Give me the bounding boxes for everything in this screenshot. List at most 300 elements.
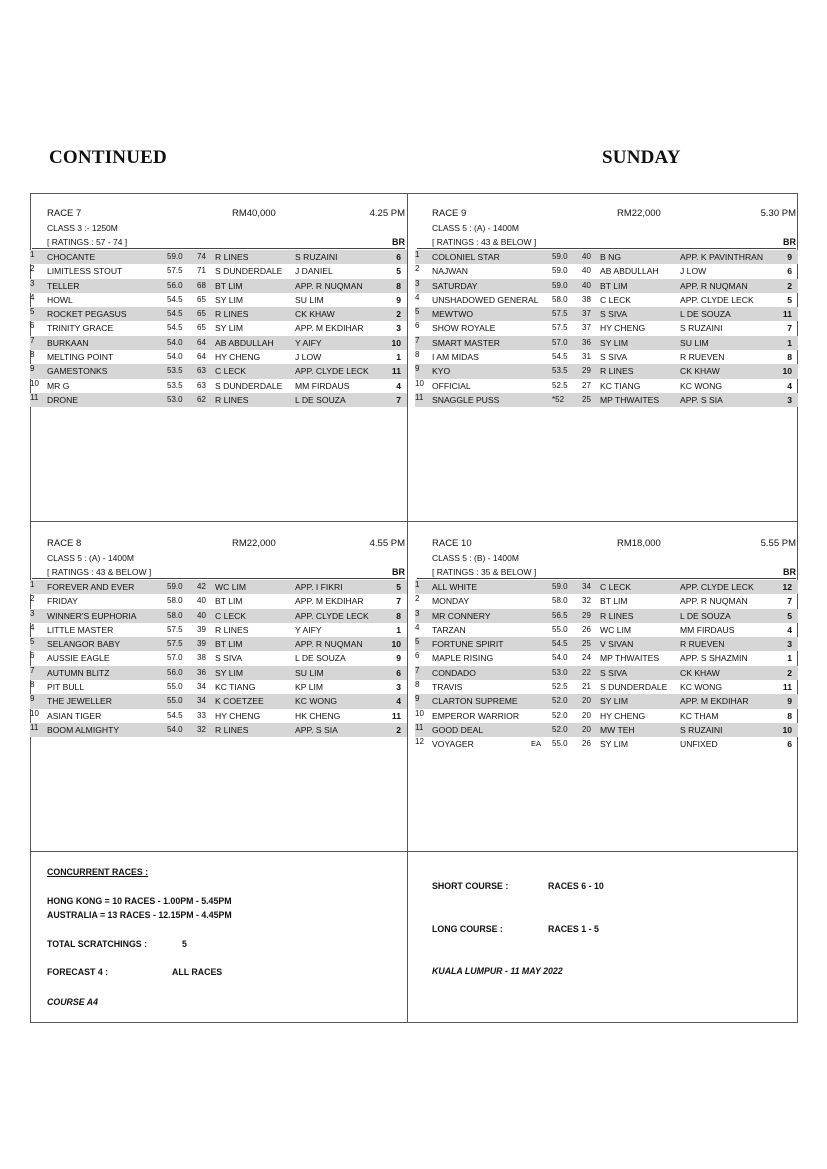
trainer: BT LIM bbox=[215, 596, 243, 607]
rating: 38 bbox=[197, 653, 206, 663]
handicap-weight: 59.0 bbox=[552, 582, 568, 591]
runner-number: 9 bbox=[415, 694, 420, 704]
handicap-weight: 54.0 bbox=[552, 653, 568, 663]
handicap-weight: 54.0 bbox=[167, 337, 183, 347]
trainer: S SIVA bbox=[600, 667, 628, 678]
jockey: Y AIFY bbox=[295, 337, 322, 348]
rating: 71 bbox=[197, 266, 206, 276]
horse-name: TARZAN bbox=[432, 624, 466, 635]
rating: 29 bbox=[582, 610, 591, 620]
trainer: R LINES bbox=[600, 366, 634, 377]
race-prize: RM22,000 bbox=[232, 538, 276, 549]
trainer: S SIVA bbox=[600, 309, 628, 320]
rating: 32 bbox=[582, 596, 591, 606]
trainer: C LECK bbox=[600, 294, 632, 305]
barrier-draw: 7 bbox=[787, 323, 792, 334]
barrier-draw: 5 bbox=[787, 294, 792, 305]
rating: 40 bbox=[582, 266, 591, 276]
jockey: KC WONG bbox=[295, 696, 338, 707]
jockey: APP. S SHAZMIN bbox=[680, 653, 748, 664]
runner-number: 12 bbox=[415, 737, 424, 747]
jockey: SU LIM bbox=[295, 294, 324, 305]
trainer: HY CHENG bbox=[600, 710, 646, 721]
row-divider bbox=[30, 851, 798, 852]
horse-name: MR CONNERY bbox=[432, 610, 491, 621]
runner-row bbox=[415, 293, 798, 307]
handicap-weight: 55.0 bbox=[552, 624, 568, 634]
jockey: R RUEVEN bbox=[680, 352, 725, 363]
barrier-draw: 6 bbox=[396, 252, 401, 262]
rating: 22 bbox=[582, 667, 591, 677]
race-class: CLASS 5 : (A) - 1400M bbox=[47, 553, 134, 563]
trainer: S SIVA bbox=[600, 352, 628, 363]
horse-name: ALL WHITE bbox=[432, 582, 478, 592]
barrier-draw: 5 bbox=[396, 582, 401, 592]
handicap-weight: 54.5 bbox=[167, 323, 183, 333]
handicap-weight: 57.5 bbox=[167, 639, 183, 649]
barrier-draw: 12 bbox=[782, 582, 792, 592]
trainer: R LINES bbox=[215, 252, 249, 262]
trainer: R LINES bbox=[215, 309, 249, 320]
horse-name: CONDADO bbox=[432, 667, 476, 678]
runner-row bbox=[30, 637, 407, 651]
runner-row bbox=[30, 250, 407, 264]
horse-name: GOOD DEAL bbox=[432, 724, 484, 735]
handicap-weight: 59.0 bbox=[167, 252, 183, 261]
horse-name: SHOW ROYALE bbox=[432, 323, 496, 334]
barrier-draw: 5 bbox=[396, 266, 401, 277]
header-underline bbox=[32, 248, 405, 249]
trainer: S DUNDERDALE bbox=[600, 682, 668, 693]
rating: 37 bbox=[582, 323, 591, 333]
barrier-header: BR bbox=[392, 237, 405, 247]
race-number: RACE 9 bbox=[432, 208, 467, 219]
runner-row bbox=[415, 723, 798, 737]
trainer: C LECK bbox=[215, 610, 247, 621]
runner-number: 10 bbox=[415, 378, 424, 388]
barrier-draw: 10 bbox=[391, 337, 401, 348]
race-header bbox=[415, 208, 798, 220]
handicap-weight: 56.5 bbox=[552, 610, 568, 620]
runner-number: 10 bbox=[415, 708, 424, 718]
rating: 26 bbox=[582, 739, 591, 749]
runner-row bbox=[415, 580, 798, 594]
horse-name: FOREVER AND EVER bbox=[47, 582, 135, 592]
runner-number: 5 bbox=[30, 307, 35, 317]
handicap-weight: 56.0 bbox=[167, 280, 183, 290]
runner-number: 9 bbox=[30, 364, 35, 374]
concurrent-races-title: CONCURRENT RACES : bbox=[47, 867, 149, 877]
runner-row bbox=[30, 293, 407, 307]
hong-kong-races: HONG KONG = 10 RACES - 1.00PM - 5.45PM bbox=[47, 896, 232, 906]
runner-number: 6 bbox=[30, 651, 35, 661]
runner-list bbox=[30, 250, 407, 407]
rating: 34 bbox=[197, 696, 206, 706]
rating: 33 bbox=[197, 710, 206, 720]
trainer: R LINES bbox=[215, 394, 249, 405]
horse-name: TRAVIS bbox=[432, 682, 463, 693]
runner-number: 8 bbox=[30, 680, 35, 690]
barrier-draw: 5 bbox=[787, 610, 792, 621]
jockey: L DE SOUZA bbox=[295, 394, 346, 405]
trainer: MW TEH bbox=[600, 724, 635, 735]
barrier-draw: 9 bbox=[396, 653, 401, 664]
runner-row bbox=[30, 336, 407, 350]
barrier-draw: 11 bbox=[782, 309, 792, 320]
runner-row bbox=[30, 680, 407, 694]
jockey: APP. S SIA bbox=[680, 394, 723, 405]
handicap-weight: 52.0 bbox=[552, 710, 568, 720]
runner-number: 8 bbox=[415, 680, 420, 690]
handicap-weight: 54.5 bbox=[552, 639, 568, 649]
trainer: R LINES bbox=[600, 610, 634, 621]
jockey: CK KHAW bbox=[680, 366, 720, 377]
horse-name: LIMITLESS STOUT bbox=[47, 266, 123, 277]
horse-name: BOOM ALMIGHTY bbox=[47, 724, 120, 735]
rating: 62 bbox=[197, 394, 206, 404]
barrier-draw: 6 bbox=[787, 266, 792, 277]
runner-number: 1 bbox=[30, 580, 35, 589]
runner-number: 4 bbox=[415, 622, 420, 632]
heading-continued: CONTINUED bbox=[49, 147, 167, 168]
runner-row bbox=[30, 364, 407, 378]
runner-number: 4 bbox=[30, 292, 35, 302]
jockey: S RUZAINI bbox=[680, 724, 723, 735]
horse-name: CHOCANTE bbox=[47, 252, 96, 262]
barrier-draw: 9 bbox=[787, 252, 792, 262]
jockey: APP. I FIKRI bbox=[295, 582, 343, 592]
trainer: SY LIM bbox=[215, 323, 244, 334]
course-label: COURSE A4 bbox=[47, 997, 98, 1007]
runner-row bbox=[30, 580, 407, 594]
rating: 64 bbox=[197, 337, 206, 347]
rating: 34 bbox=[582, 582, 591, 591]
trainer: V SIVAN bbox=[600, 639, 634, 650]
jockey: APP. R NUQMAN bbox=[295, 639, 363, 650]
runner-row bbox=[30, 709, 407, 723]
runner-number: 2 bbox=[415, 594, 420, 604]
barrier-draw: 7 bbox=[396, 394, 401, 405]
horse-name: BURKAAN bbox=[47, 337, 89, 348]
handicap-weight: 59.0 bbox=[552, 266, 568, 276]
total-scratchings-value: 5 bbox=[182, 939, 187, 949]
horse-name: MONDAY bbox=[432, 596, 470, 607]
trainer: SY LIM bbox=[600, 739, 629, 750]
runner-row bbox=[415, 623, 798, 637]
jockey: J DANIEL bbox=[295, 266, 333, 277]
runner-number: 9 bbox=[415, 364, 420, 374]
handicap-weight: 52.0 bbox=[552, 696, 568, 706]
trainer: MP THWAITES bbox=[600, 653, 660, 664]
barrier-draw: 7 bbox=[787, 596, 792, 607]
runner-number: 1 bbox=[415, 580, 420, 589]
barrier-draw: 11 bbox=[782, 682, 792, 693]
handicap-weight: 53.5 bbox=[167, 366, 183, 376]
horse-name: THE JEWELLER bbox=[47, 696, 112, 707]
handicap-weight: 54.0 bbox=[167, 352, 183, 362]
rating: 32 bbox=[197, 724, 206, 734]
trainer: HY CHENG bbox=[215, 710, 261, 721]
handicap-weight: 58.0 bbox=[552, 596, 568, 606]
short-course-value: RACES 6 - 10 bbox=[548, 881, 604, 891]
jockey: KC THAM bbox=[680, 710, 719, 721]
runner-list bbox=[30, 580, 407, 737]
horse-name: NAJWAN bbox=[432, 266, 468, 277]
handicap-weight: 58.0 bbox=[167, 596, 183, 606]
australia-races: AUSTRALIA = 13 RACES - 12.15PM - 4.45PM bbox=[47, 910, 232, 920]
barrier-draw: 1 bbox=[396, 352, 401, 363]
barrier-draw: 2 bbox=[396, 309, 401, 320]
emergency-acceptor-mark: EA bbox=[531, 739, 542, 749]
trainer: KC TIANG bbox=[215, 682, 256, 693]
race-header bbox=[30, 208, 407, 220]
handicap-weight: 58.0 bbox=[552, 294, 568, 304]
barrier-draw: 8 bbox=[396, 280, 401, 291]
rating: 39 bbox=[197, 639, 206, 649]
runner-number: 3 bbox=[415, 278, 420, 288]
jockey: MM FIRDAUS bbox=[295, 380, 350, 391]
handicap-weight: 57.5 bbox=[167, 266, 183, 276]
handicap-weight: 52.5 bbox=[552, 380, 568, 390]
runner-row bbox=[415, 737, 798, 751]
runner-row bbox=[415, 279, 798, 293]
barrier-draw: 8 bbox=[787, 710, 792, 721]
jockey: R RUEVEN bbox=[680, 639, 725, 650]
runner-row bbox=[415, 393, 798, 407]
runner-number: 6 bbox=[415, 321, 420, 331]
runner-row bbox=[415, 680, 798, 694]
barrier-draw: 8 bbox=[396, 610, 401, 621]
runner-number: 11 bbox=[30, 392, 39, 402]
runner-number: 7 bbox=[30, 335, 35, 345]
runner-row bbox=[415, 694, 798, 708]
jockey: APP. CLYDE LECK bbox=[295, 366, 369, 377]
rating: 37 bbox=[582, 309, 591, 319]
rating: 21 bbox=[582, 682, 591, 692]
trainer: K COETZEE bbox=[215, 696, 264, 707]
horse-name: FORTUNE SPIRIT bbox=[432, 639, 504, 650]
jockey: APP. CLYDE LECK bbox=[295, 610, 369, 621]
rating: 65 bbox=[197, 294, 206, 304]
barrier-draw: 9 bbox=[787, 696, 792, 707]
runner-row bbox=[415, 609, 798, 623]
rating: 40 bbox=[197, 610, 206, 620]
horse-name: WINNER'S EUPHORIA bbox=[47, 610, 137, 621]
race-number: RACE 8 bbox=[47, 538, 82, 549]
trainer: R LINES bbox=[215, 724, 249, 735]
race-ratings: [ RATINGS : 43 & BELOW ] bbox=[47, 567, 152, 577]
runner-row bbox=[415, 709, 798, 723]
rating: 65 bbox=[197, 323, 206, 333]
runner-row bbox=[30, 666, 407, 680]
runner-number: 11 bbox=[415, 722, 424, 732]
handicap-weight: 54.5 bbox=[167, 309, 183, 319]
long-course-value: RACES 1 - 5 bbox=[548, 924, 599, 934]
handicap-weight: 52.0 bbox=[552, 724, 568, 734]
race-time: 4.55 PM bbox=[369, 538, 405, 549]
runner-row bbox=[415, 350, 798, 364]
horse-name: ROCKET PEGASUS bbox=[47, 309, 127, 320]
runner-number: 11 bbox=[415, 392, 424, 402]
barrier-header: BR bbox=[392, 567, 405, 577]
header-underline bbox=[32, 578, 405, 579]
horse-name: VOYAGER bbox=[432, 739, 474, 750]
horse-name: LITTLE MASTER bbox=[47, 624, 114, 635]
handicap-weight: *52 bbox=[552, 394, 565, 404]
runner-number: 2 bbox=[415, 264, 420, 274]
rating: 36 bbox=[582, 337, 591, 347]
jockey: S RUZAINI bbox=[680, 323, 723, 334]
race-time: 5.55 PM bbox=[760, 538, 796, 549]
barrier-draw: 3 bbox=[787, 394, 792, 405]
jockey: Y AIFY bbox=[295, 624, 322, 635]
horse-name: KYO bbox=[432, 366, 451, 377]
trainer: B NG bbox=[600, 252, 622, 262]
barrier-draw: 4 bbox=[787, 624, 792, 635]
runner-row bbox=[30, 264, 407, 278]
race-ratings: [ RATINGS : 43 & BELOW ] bbox=[432, 237, 537, 247]
horse-name: SELANGOR BABY bbox=[47, 639, 121, 650]
column-divider bbox=[407, 193, 408, 1023]
rating: 63 bbox=[197, 380, 206, 390]
runner-number: 9 bbox=[30, 694, 35, 704]
horse-name: MEWTWO bbox=[432, 309, 474, 320]
handicap-weight: 53.0 bbox=[552, 667, 568, 677]
horse-name: GAMESTONKS bbox=[47, 366, 108, 377]
rating: 26 bbox=[582, 624, 591, 634]
runner-row bbox=[415, 594, 798, 608]
runner-row bbox=[30, 723, 407, 737]
jockey: L DE SOUZA bbox=[295, 653, 346, 664]
handicap-weight: 58.0 bbox=[167, 610, 183, 620]
jockey: HK CHENG bbox=[295, 710, 341, 721]
runner-row bbox=[30, 279, 407, 293]
runner-row bbox=[415, 264, 798, 278]
barrier-draw: 6 bbox=[787, 739, 792, 750]
handicap-weight: 54.0 bbox=[167, 724, 183, 734]
jockey: KC WONG bbox=[680, 380, 723, 391]
rating: 25 bbox=[582, 394, 591, 404]
race-ratings: [ RATINGS : 57 - 74 ] bbox=[47, 237, 128, 247]
runner-row bbox=[415, 637, 798, 651]
barrier-draw: 10 bbox=[391, 639, 401, 650]
trainer: BT LIM bbox=[600, 596, 628, 607]
barrier-draw: 11 bbox=[391, 710, 401, 721]
runner-row bbox=[415, 250, 798, 264]
rating: 39 bbox=[197, 624, 206, 634]
trainer: S DUNDERDALE bbox=[215, 266, 283, 277]
runner-number: 6 bbox=[30, 321, 35, 331]
rating: 74 bbox=[197, 252, 206, 261]
rating: 65 bbox=[197, 309, 206, 319]
jockey: CK KHAW bbox=[295, 309, 335, 320]
rating: 25 bbox=[582, 639, 591, 649]
jockey: APP. CLYDE LECK bbox=[680, 582, 754, 592]
trainer: C LECK bbox=[600, 582, 632, 592]
horse-name: OFFICIAL bbox=[432, 380, 471, 391]
race-header bbox=[30, 538, 407, 550]
jockey: APP. R NUQMAN bbox=[680, 280, 748, 291]
jockey: UNFIXED bbox=[680, 739, 718, 750]
horse-name: DRONE bbox=[47, 394, 79, 405]
jockey: S RUZAINI bbox=[295, 252, 338, 262]
jockey: APP. R NUQMAN bbox=[295, 280, 363, 291]
venue-date: KUALA LUMPUR - 11 MAY 2022 bbox=[432, 966, 563, 976]
rating: 20 bbox=[582, 724, 591, 734]
handicap-weight: 59.0 bbox=[552, 252, 568, 261]
handicap-weight: 59.0 bbox=[167, 582, 183, 591]
trainer: BT LIM bbox=[600, 280, 628, 291]
trainer: S SIVA bbox=[215, 653, 243, 664]
barrier-draw: 10 bbox=[782, 366, 792, 377]
horse-name: MELTING POINT bbox=[47, 352, 114, 363]
runner-number: 5 bbox=[415, 307, 420, 317]
runner-number: 3 bbox=[30, 278, 35, 288]
horse-name: AUSSIE EAGLE bbox=[47, 653, 110, 664]
runner-row bbox=[415, 364, 798, 378]
runner-number: 5 bbox=[30, 637, 35, 647]
barrier-draw: 1 bbox=[787, 653, 792, 664]
barrier-draw: 7 bbox=[396, 596, 401, 607]
barrier-draw: 10 bbox=[782, 724, 792, 735]
runner-row bbox=[30, 393, 407, 407]
handicap-weight: 55.0 bbox=[167, 682, 183, 692]
rating: 24 bbox=[582, 653, 591, 663]
trainer: AB ABDULLAH bbox=[215, 337, 274, 348]
handicap-weight: 55.0 bbox=[552, 739, 568, 749]
handicap-weight: 54.5 bbox=[167, 710, 183, 720]
jockey: MM FIRDAUS bbox=[680, 624, 735, 635]
barrier-draw: 11 bbox=[391, 366, 401, 377]
jockey: APP. M EKDIHAR bbox=[680, 696, 749, 707]
trainer: C LECK bbox=[215, 366, 247, 377]
trainer: MP THWAITES bbox=[600, 394, 660, 405]
runner-number: 6 bbox=[415, 651, 420, 661]
runner-number: 8 bbox=[415, 350, 420, 360]
race-class: CLASS 5 : (B) - 1400M bbox=[432, 553, 519, 563]
barrier-draw: 3 bbox=[396, 682, 401, 693]
trainer: BT LIM bbox=[215, 639, 243, 650]
barrier-draw: 2 bbox=[787, 667, 792, 678]
runner-number: 2 bbox=[30, 594, 35, 604]
horse-name: FRIDAY bbox=[47, 596, 78, 607]
runner-row bbox=[415, 307, 798, 321]
trainer: WC LIM bbox=[600, 624, 632, 635]
runner-row bbox=[30, 623, 407, 637]
runner-row bbox=[30, 594, 407, 608]
header-underline bbox=[417, 248, 796, 249]
barrier-draw: 2 bbox=[396, 724, 401, 735]
rating: 68 bbox=[197, 280, 206, 290]
runner-number: 3 bbox=[30, 608, 35, 618]
jockey: J LOW bbox=[295, 352, 322, 363]
runner-number: 7 bbox=[30, 665, 35, 675]
trainer: R LINES bbox=[215, 624, 249, 635]
runner-number: 8 bbox=[30, 350, 35, 360]
trainer: AB ABDULLAH bbox=[600, 266, 659, 277]
handicap-weight: 53.5 bbox=[552, 366, 568, 376]
runner-number: 4 bbox=[415, 292, 420, 302]
rating: 34 bbox=[197, 682, 206, 692]
jockey: APP. M EKDIHAR bbox=[295, 596, 364, 607]
horse-name: TRINITY GRACE bbox=[47, 323, 114, 334]
rating: 64 bbox=[197, 352, 206, 362]
long-course-label: LONG COURSE : bbox=[432, 924, 503, 934]
trainer: SY LIM bbox=[600, 696, 629, 707]
short-course-label: SHORT COURSE : bbox=[432, 881, 509, 891]
jockey: APP. M EKDIHAR bbox=[295, 323, 364, 334]
barrier-draw: 2 bbox=[787, 280, 792, 291]
